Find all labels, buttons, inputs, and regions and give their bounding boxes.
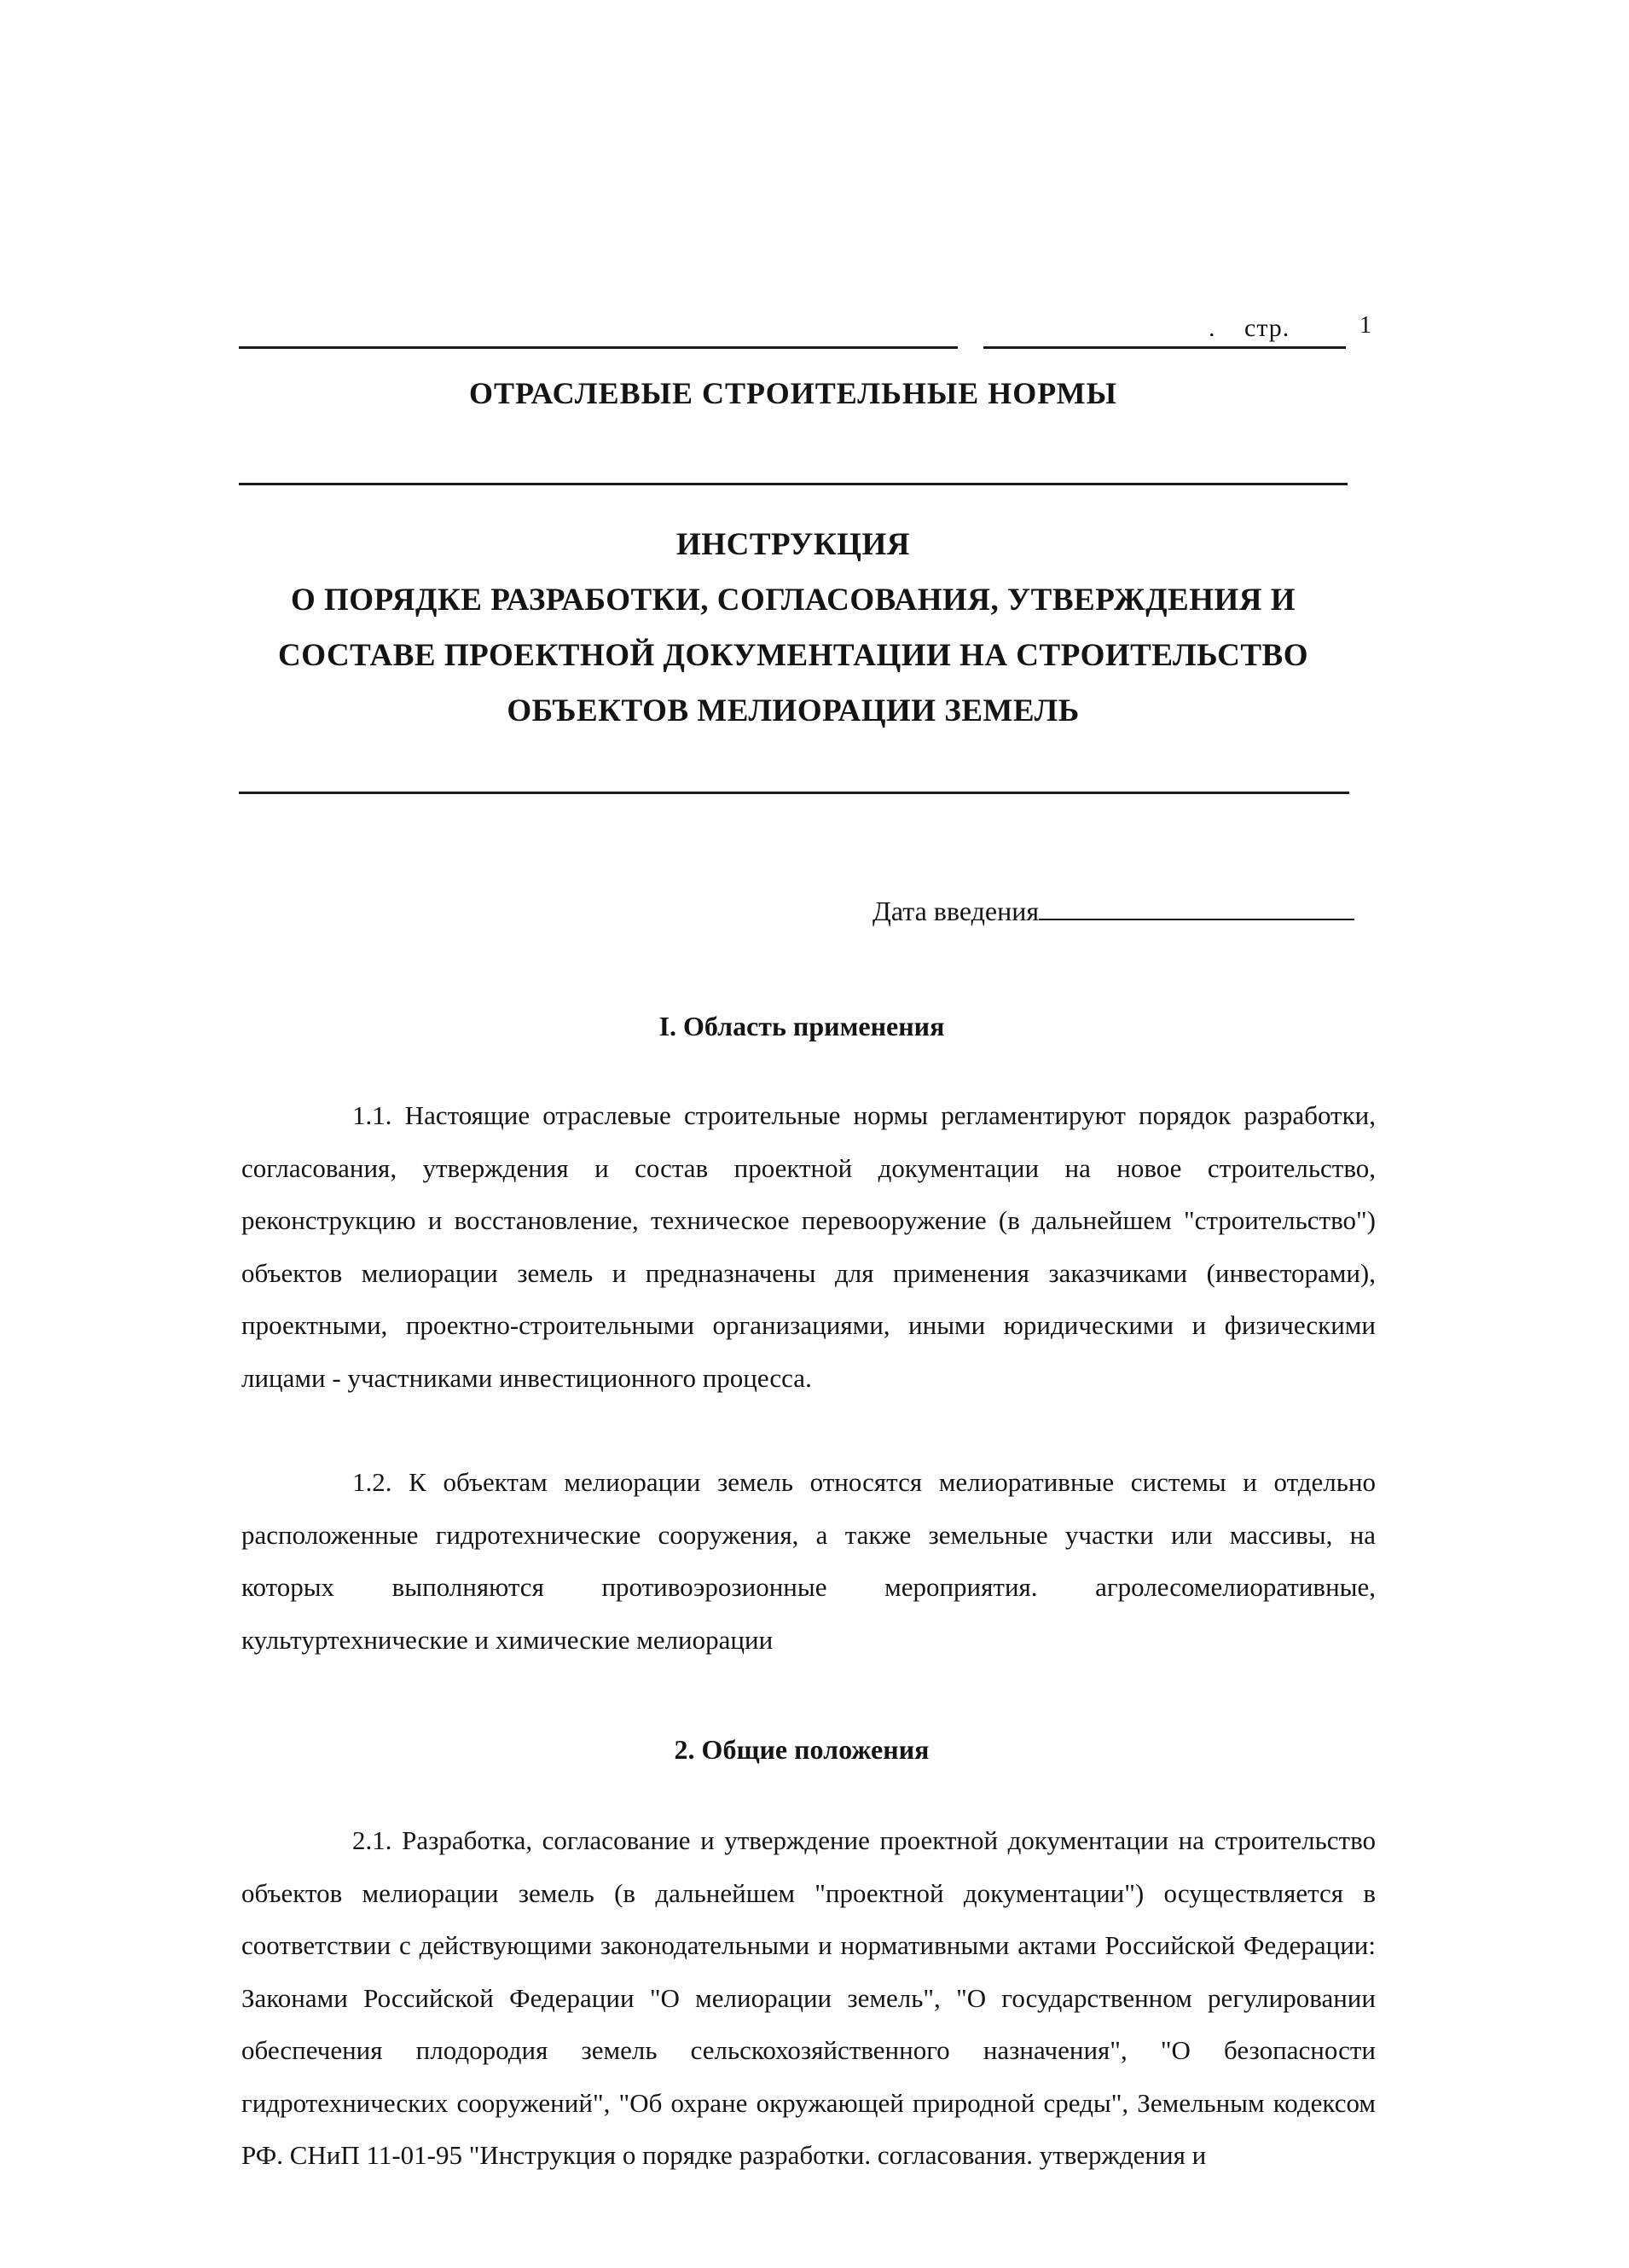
title-rule-top	[239, 483, 1348, 485]
paragraph-1-1: 1.1. Настоящие отраслевые строительные нормы регламентируют порядок разработки, согласования, утверждения и состав проектной документации на новое строительство, реконструкцию и восстановление, техническое перевооружение (в дальнейшем "строительство") объектов мелиорации земель и предназначены для применения заказчиками (инвесторами), проектными, проектно-строительными организациями, иными юридическими и физическими лицами - участниками инвестиционного процесса.	[241, 1100, 1376, 1393]
document-title-line-2: О ПОРЯДКЕ РАЗРАБОТКИ, СОГЛАСОВАНИЯ, УТВЕРЖДЕНИЯ И	[290, 583, 1296, 618]
document-title-line-4: ОБЪЕКТОВ МЕЛИОРАЦИИ ЗЕМЕЛЬ	[507, 693, 1080, 728]
section-heading-1: I. Область применения	[658, 1011, 945, 1041]
document-title	[239, 517, 1348, 739]
header-dot: .	[1209, 314, 1215, 342]
intro-date	[872, 896, 1354, 927]
page-header	[978, 312, 1371, 346]
document-title-line-1: ИНСТРУКЦИЯ	[676, 527, 910, 562]
paragraph-2-1: 2.1. Разработка, согласование и утверждение проектной документации на строительство объектов мелиорации земель (в дальнейшем "проектной документации") осуществляется в соответствии с действующими законодательными и нормативными актами Российской Федерации: Законами Российской Федерации "О мелиорации земель", "О государственном регулировании обеспечения плодородия земель сельскохозяйственного назначения", "О безопасности гидротехнических сооружений", "Об охране окружающей природной среды", Земельным кодексом РФ. СНиП 11-01-95 "Инструкция о порядке разработки. согласования. утверждения и	[241, 1825, 1376, 2170]
page-label: стр.	[1244, 314, 1290, 342]
intro-date-label: Дата введения	[872, 896, 1040, 926]
organization-title: ОТРАСЛЕВЫЕ СТРОИТЕЛЬНЫЕ НОРМЫ	[469, 376, 1117, 410]
header-rule-left	[239, 346, 958, 349]
document-title-line-3: СОСТАВЕ ПРОЕКТНОЙ ДОКУМЕНТАЦИИ НА СТРОИТЕЛЬСТВО	[278, 638, 1308, 673]
paragraph-1-2: 1.2. К объектам мелиорации земель относятся мелиоративные системы и отдельно расположенные гидротехнические сооружения, а также земельные участки или массивы, на которых выполняются противоэрозионные мероприятия. агролесомелиоративные, культуртехнические и химические мелиорации	[241, 1467, 1376, 1655]
header-rule-right	[983, 346, 1346, 349]
section-heading-2: 2. Общие положения	[674, 1734, 930, 1765]
page-number: 1	[1359, 312, 1371, 339]
intro-date-blank	[1039, 902, 1354, 920]
title-rule-bottom	[239, 792, 1349, 794]
